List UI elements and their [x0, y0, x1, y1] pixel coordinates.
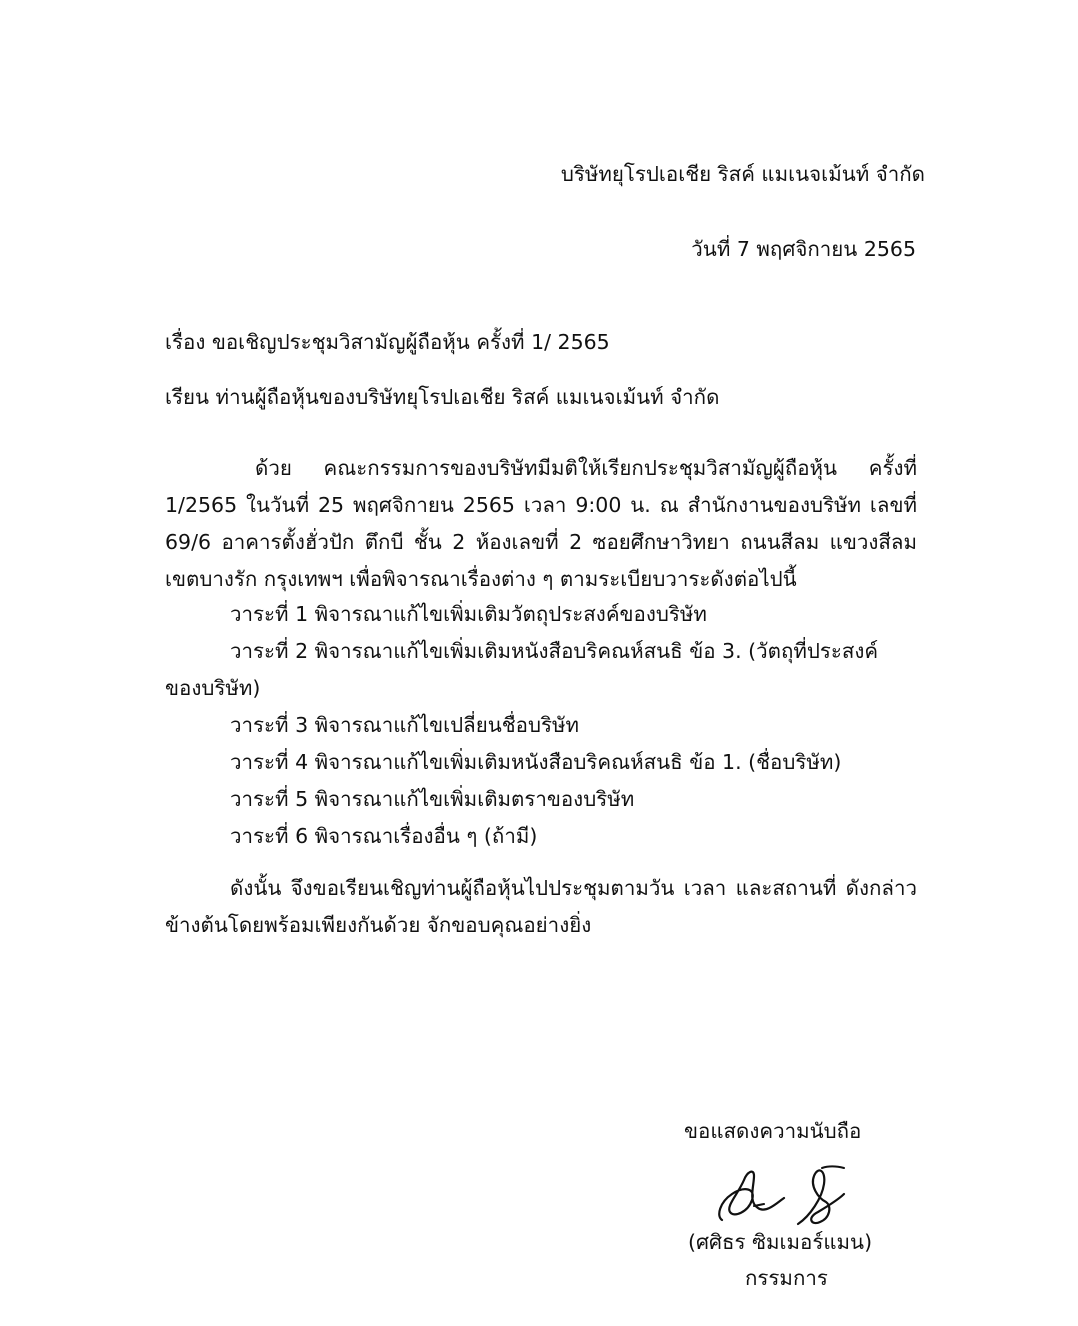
- agenda-item-3: วาระที่ 3 พิจารณาแก้ไขเปลี่ยนชื่อบริษัท: [230, 713, 580, 737]
- intro-paragraph-text: ด้วย คณะกรรมการของบริษัทมีมติให้เรียกประชุมวิสามัญผู้ถือหุ้น ครั้งที่ 1/2565 ในวันที่ 25 พฤศจิกายน 2565 เวลา 9:00 น. ณ สำนักงานของบริษัท เลขที่ 69/6 อาคารตั้งฮั่วปัก ตึกบี ชั้น 2 ห้องเลขที่ 2 ซอยศึกษาวิทยา ถนนสีลม แขวงสีลม เขตบางรัก กรุงเทพฯ เพื่อพิจารณาเรื่องต่าง ๆ ตามระเบียบวาระดังต่อไปนี้: [165, 456, 917, 591]
- intro-paragraph: [165, 450, 917, 598]
- signer-name: (ศศิธร ซิมเมอร์แมน): [688, 1230, 873, 1254]
- agenda-item-6: วาระที่ 6 พิจารณาเรื่องอื่น ๆ (ถ้ามี): [230, 824, 538, 848]
- closing-paragraph: [165, 870, 917, 944]
- agenda-item-2-continued: ของบริษัท): [165, 676, 261, 700]
- company-header: บริษัทยุโรปเอเชีย ริสค์ แมเนจเม้นท์ จำกัด: [560, 162, 925, 186]
- closing-paragraph-text: ดังนั้น จึงขอเรียนเชิญท่านผู้ถือหุ้นไปประชุมตามวัน เวลา และสถานที่ ดังกล่าวข้างต้นโดยพร้อมเพียงกันด้วย จักขอบคุณอย่างยิ่ง: [165, 876, 917, 937]
- recipient-line: เรียน ท่านผู้ถือหุ้นของบริษัทยุโรปเอเชีย ริสค์ แมเนจเม้นท์ จำกัด: [165, 385, 720, 409]
- subject-line: เรื่อง ขอเชิญประชุมวิสามัญผู้ถือหุ้น ครั้งที่ 1/ 2565: [165, 330, 610, 354]
- date-line: วันที่ 7 พฤศจิกายน 2565: [691, 237, 916, 261]
- signer-title: กรรมการ: [745, 1266, 828, 1290]
- agenda-item-5: วาระที่ 5 พิจารณาแก้ไขเพิ่มเติมตราของบริษัท: [230, 787, 635, 811]
- agenda-item-4: วาระที่ 4 พิจารณาแก้ไขเพิ่มเติมหนังสือบริคณห์สนธิ ข้อ 1. (ชื่อบริษัท): [230, 750, 842, 774]
- agenda-item-1: วาระที่ 1 พิจารณาแก้ไขเพิ่มเติมวัตถุประสงค์ของบริษัท: [230, 602, 707, 626]
- signature-image: [714, 1158, 854, 1230]
- agenda-item-2: วาระที่ 2 พิจารณาแก้ไขเพิ่มเติมหนังสือบริคณห์สนธิ ข้อ 3. (วัตถุที่ประสงค์: [230, 639, 879, 663]
- sign-off: ขอแสดงความนับถือ: [684, 1119, 862, 1143]
